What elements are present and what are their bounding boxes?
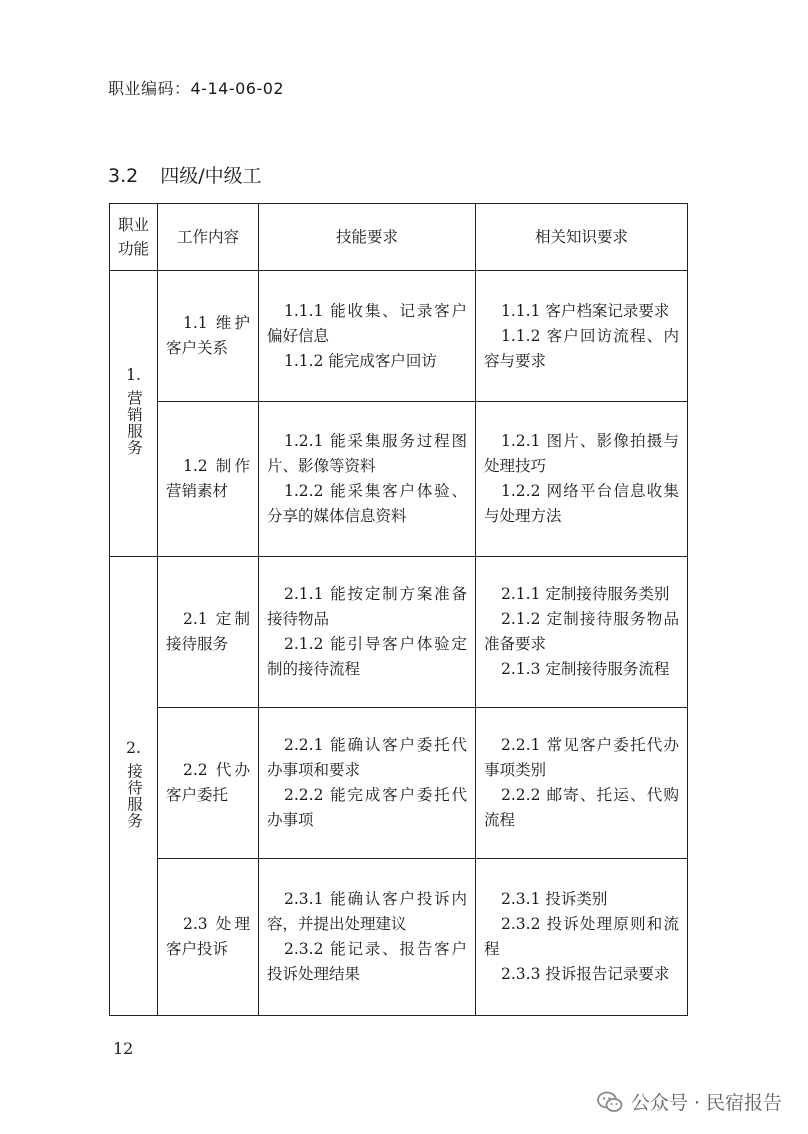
watermark <box>597 1088 782 1115</box>
work-content-line: 1.2 制作 <box>183 457 250 475</box>
skill-item: 2.3.2 能记录、报告客户投诉处理结果 <box>267 940 467 983</box>
skill-item: 2.2.1 能确认客户委托代办事项和要求 <box>267 736 467 779</box>
work-content-line: 2.1 定制 <box>183 610 250 628</box>
work-content-cell <box>158 557 259 708</box>
work-content-cell <box>158 402 259 557</box>
knowledge-item: 1.1.2 客户回访流程、内容与要求 <box>484 326 679 370</box>
function-name: 接待服务 <box>125 762 143 829</box>
knowledge-item: 2.3.2 投诉处理原则和流程 <box>484 915 679 958</box>
skill-item: 1.1.1 能收集、记录客户偏好信息 <box>267 301 467 345</box>
table-header-row <box>110 204 688 271</box>
function-cell <box>110 557 158 1016</box>
table-row <box>110 557 688 708</box>
page-number: 12 <box>113 1039 134 1058</box>
section-heading: 四级/中级工 <box>160 165 262 187</box>
knowledge-item: 1.1.1 客户档案记录要求 <box>501 301 670 320</box>
knowledge-cell <box>476 557 688 708</box>
function-name: 营销服务 <box>125 390 143 456</box>
header-skills: 技能要求 <box>259 204 476 271</box>
skills-cell <box>259 859 476 1016</box>
work-content-line: 客户关系 <box>166 339 229 357</box>
work-content-line: 接待服务 <box>166 635 229 653</box>
knowledge-item: 2.1.1 定制接待服务类别 <box>501 585 670 603</box>
work-content-line: 2.2 代办 <box>183 761 250 779</box>
work-content-cell <box>158 708 259 859</box>
function-number: 1. <box>126 366 141 384</box>
skill-item: 2.1.2 能引导客户体验定制的接待流程 <box>267 635 467 678</box>
function-cell <box>110 271 158 557</box>
knowledge-cell <box>476 859 688 1016</box>
work-content-line: 营销素材 <box>166 482 229 500</box>
section-number: 3.2 <box>108 165 139 187</box>
skill-item: 1.2.1 能采集服务过程图片、影像等资料 <box>267 432 467 475</box>
knowledge-item: 2.2.1 常见客户委托代办事项类别 <box>484 736 679 779</box>
knowledge-item: 2.3.1 投诉类别 <box>501 890 608 908</box>
knowledge-item: 2.2.2 邮寄、托运、代购流程 <box>484 786 679 829</box>
table-row <box>110 708 688 859</box>
table-row <box>110 402 688 557</box>
function-number: 2. <box>126 738 141 757</box>
knowledge-item: 2.1.3 定制接待服务流程 <box>501 660 670 678</box>
section-title <box>108 161 262 188</box>
header-function: 职业 功能 <box>110 204 158 271</box>
knowledge-item: 1.2.1 图片、影像拍摄与处理技巧 <box>484 432 679 475</box>
work-content-line: 客户投诉 <box>166 940 229 958</box>
skill-item: 1.1.2 能完成客户回访 <box>284 351 437 370</box>
header-knowledge: 相关知识要求 <box>476 204 688 271</box>
work-content-line: 客户委托 <box>166 786 229 804</box>
skill-item: 2.2.2 能完成客户委托代办事项 <box>267 786 467 829</box>
skills-cell <box>259 402 476 557</box>
knowledge-cell <box>476 271 688 402</box>
watermark-text: 公众号 · 民宿报告 <box>630 1092 782 1114</box>
header-work-content: 工作内容 <box>158 204 259 271</box>
skills-cell <box>259 708 476 859</box>
table-row <box>110 271 688 402</box>
skills-table <box>109 203 688 1016</box>
skills-cell <box>259 271 476 402</box>
table-row <box>110 859 688 1016</box>
work-content-line: 2.3 处理 <box>183 915 250 933</box>
knowledge-item: 2.3.3 投诉报告记录要求 <box>501 965 670 983</box>
knowledge-cell <box>476 402 688 557</box>
work-content-line: 1.1 维护 <box>183 314 250 332</box>
knowledge-cell <box>476 708 688 859</box>
knowledge-item: 2.1.2 定制接待服务物品准备要求 <box>484 610 679 653</box>
work-content-cell <box>158 859 259 1016</box>
wechat-icon <box>597 1091 623 1113</box>
knowledge-item: 1.2.2 网络平台信息收集与处理方法 <box>484 482 679 525</box>
skill-item: 1.2.2 能采集客户体验、分享的媒体信息资料 <box>267 482 467 525</box>
work-content-cell <box>158 271 259 402</box>
occupation-code: 职业编码：4-14-06-02 <box>108 79 285 98</box>
skills-cell <box>259 557 476 708</box>
skill-item: 2.3.1 能确认客户投诉内容，并提出处理建议 <box>267 890 467 933</box>
skill-item: 2.1.1 能按定制方案准备接待物品 <box>267 585 467 628</box>
